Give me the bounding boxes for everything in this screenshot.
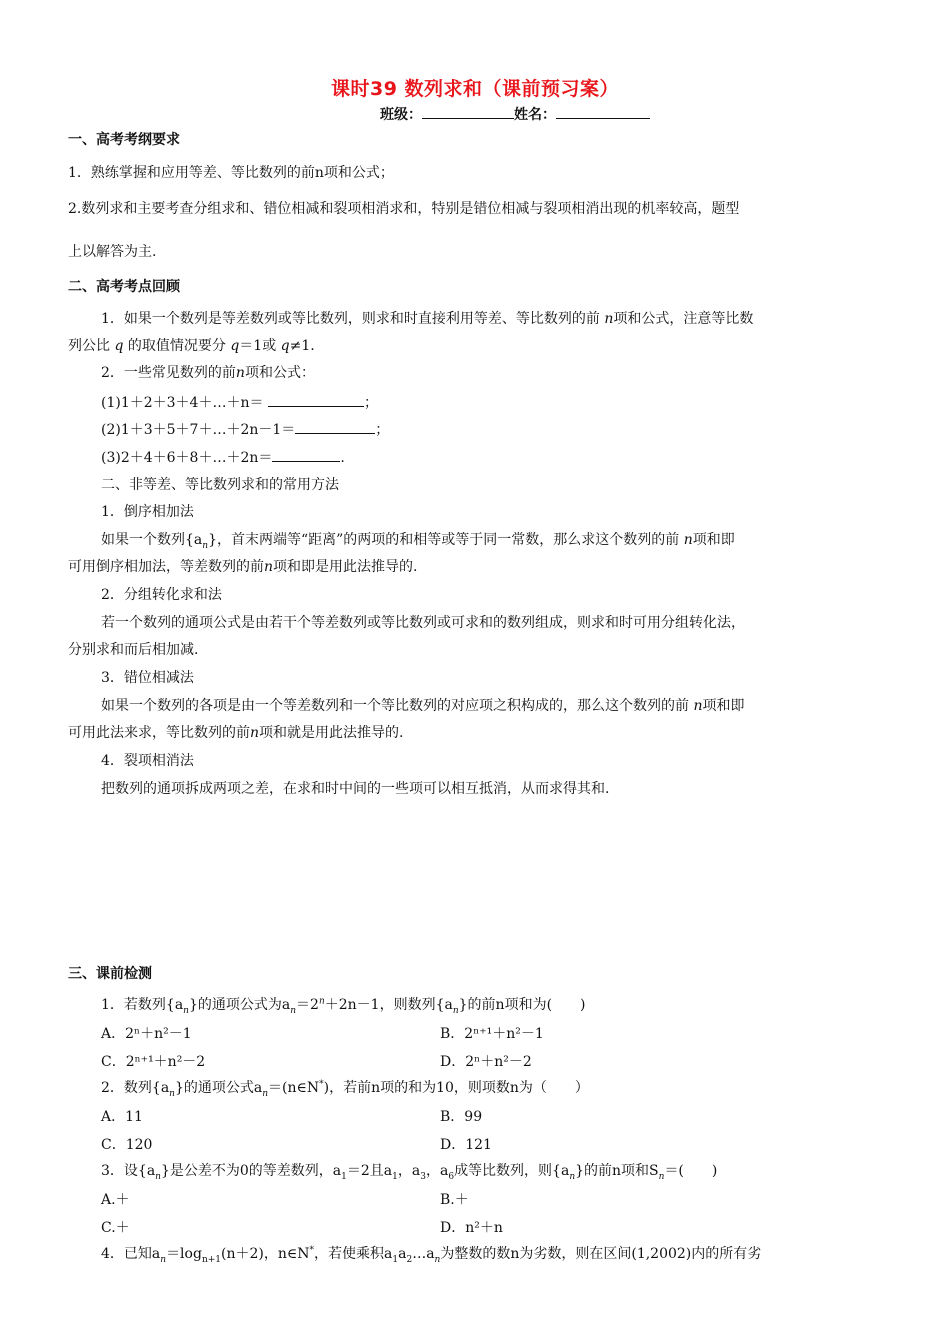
question3-stem: 3．设$\{a_n\}$是公差不为0的等差数列，$a_1=2$且$a_1$，$a_3$，$a_6$成等比数列，则$\{a_n\}$的前n项和$S_n=$( ): [101, 1163, 718, 1182]
formula-2-blank: [295, 419, 375, 434]
question2-option-a[interactable]: A．11: [101, 1109, 143, 1125]
question4-stem: 4．已知$a_n=\log_{n+1}(n+2)$，n∈N*，若使乘积$a_1a_2\dots a_n$为整数的数n为劣数，则在区间(1,2002)内的所有劣: [101, 1245, 762, 1265]
formula-1: (1)1＋2＋3＋4＋…＋n＝ ；: [101, 392, 378, 413]
formula-1-blank: [268, 392, 364, 407]
question3-option-c[interactable]: C.＋: [101, 1220, 130, 1236]
question1-option-c[interactable]: C．2ⁿ⁺¹＋n²－2: [101, 1054, 206, 1070]
section1-heading: 一、高考考纲要求: [68, 132, 180, 148]
class-name-line: [380, 104, 650, 124]
formula-2: (2)1＋3＋5＋7＋…＋2n－1＝ ；: [101, 419, 389, 440]
method4-line1: 把数列的通项拆成两项之差，在求和时中间的一些项可以相互抵消，从而求得其和.: [101, 781, 610, 797]
methods-heading: 二、非等差、等比数列求和的常用方法: [101, 477, 339, 493]
method3-title: 3．错位相减法: [101, 670, 194, 686]
class-label: 班级：: [380, 107, 422, 123]
method3-line1: 如果一个数列的各项是由一个等差数列和一个等比数列的对应项之积构成的，那么这个数列的前 n项和即: [101, 698, 745, 714]
question1-stem: 1．若数列$\{a_n\}$的通项公式为$a_n=2^n+2n-1$，则数列$\{a_n\}$的前n项和为( ): [101, 996, 586, 1016]
name-blank: [556, 104, 650, 119]
review-item1-line2: 列公比 q 的取值情况要分 q＝1或 q≠1.: [68, 338, 315, 354]
method1-line1: 如果一个数列$\{a_n\}$，首末两端等“距离”的两项的和相等或等于同一常数，那么求这个数列的前 n项和即: [101, 532, 735, 551]
class-blank: [422, 104, 514, 119]
formula-3-blank: [272, 447, 340, 462]
method1-title: 1．倒序相加法: [101, 504, 194, 520]
section3-heading: 三、课前检测: [68, 966, 152, 982]
section2-heading: 二、高考考点回顾: [68, 279, 180, 295]
question2-stem: 2．数列$\{a_n\}$的通项公式$a_n=(n\in N^*)$，若前n项的和为10，则项数n为（ ）: [101, 1079, 589, 1099]
question1-option-d[interactable]: D．2ⁿ＋n²－2: [440, 1054, 532, 1070]
question1-option-b[interactable]: B．2ⁿ⁺¹＋n²－1: [440, 1026, 544, 1042]
method2-line1: 若一个数列的通项公式是由若干个等差数列或等比数列或可求和的数列组成，则求和时可用分组转化法，: [101, 615, 745, 631]
section1-item2-line1: 2.数列求和主要考查分组求和、错位相减和裂项相消求和，特别是错位相减与裂项相消出现的机率较高，题型: [68, 201, 740, 217]
page-title: 课时39 数列求和（课前预习案）: [330, 78, 620, 100]
question3-option-b[interactable]: B.＋: [440, 1192, 469, 1208]
question2-option-d[interactable]: D．121: [440, 1137, 492, 1153]
review-item2: 2．一些常见数列的前n项和公式：: [101, 365, 315, 381]
question3-option-d[interactable]: D．n²＋n: [440, 1220, 503, 1236]
question1-option-a[interactable]: A．2ⁿ＋n²－1: [101, 1026, 192, 1042]
method2-title: 2．分组转化求和法: [101, 587, 222, 603]
question2-option-b[interactable]: B．99: [440, 1109, 483, 1125]
question3-option-a[interactable]: A.＋: [101, 1192, 130, 1208]
question2-option-c[interactable]: C．120: [101, 1137, 153, 1153]
method1-line2: 可用倒序相加法，等差数列的前n项和即是用此法推导的.: [68, 559, 418, 575]
review-item1-line1: 1．如果一个数列是等差数列或等比数列，则求和时直接利用等差、等比数列的前 n项和公式，注意等比数: [101, 311, 754, 327]
method4-title: 4．裂项相消法: [101, 753, 194, 769]
method3-line2: 可用此法来求，等比数列的前n项和就是用此法推导的.: [68, 725, 404, 741]
section1-item2-line2: 上以解答为主.: [68, 244, 157, 260]
formula-3: (3)2＋4＋6＋8＋…＋2n＝ .: [101, 447, 345, 468]
method2-line2: 分别求和而后相加减.: [68, 642, 199, 658]
section1-item1: 1．熟练掌握和应用等差、等比数列的前n项和公式；: [68, 165, 394, 181]
name-label: 姓名：: [514, 107, 556, 123]
